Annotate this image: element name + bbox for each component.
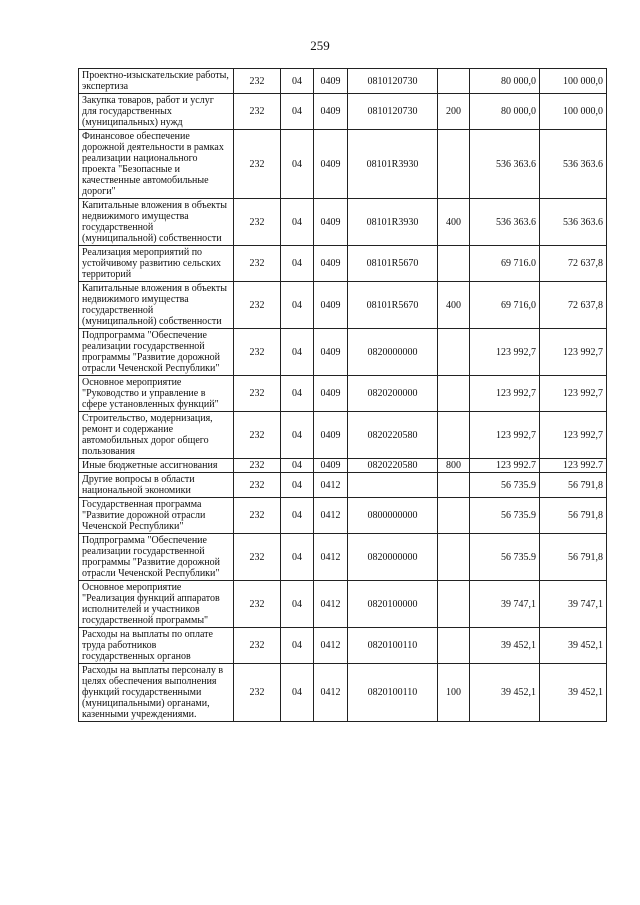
expense-type-cell [438,130,470,199]
amount-year1-cell: 56 735.9 [470,534,540,581]
expense-name-cell: Основное мероприятие "Руководство и управление в сфере установленных функций" [79,376,234,412]
section-code-cell: 04 [281,498,314,534]
subsection-code-cell: 0412 [314,628,348,664]
subsection-code-cell: 0409 [314,282,348,329]
department-code-cell: 232 [234,94,281,130]
target-article-cell: 0820100110 [348,664,438,722]
department-code-cell: 232 [234,498,281,534]
subsection-code-cell: 0409 [314,246,348,282]
table-row [79,94,607,130]
department-code-cell: 232 [234,199,281,246]
amount-year1-cell: 56 735.9 [470,498,540,534]
expense-name-cell: Основное мероприятие "Реализация функций аппаратов исполнителей и участников государственной программы" [79,581,234,628]
amount-year2-cell: 123 992.7 [540,459,607,473]
amount-year1-cell: 536 363.6 [470,130,540,199]
page-number: 259 [310,38,330,53]
section-code-cell: 04 [281,282,314,329]
amount-year1-cell: 123 992,7 [470,412,540,459]
department-code-cell: 232 [234,412,281,459]
subsection-code-cell: 0409 [314,459,348,473]
expense-type-cell [438,412,470,459]
table-row [79,130,607,199]
target-article-cell: 08101R3930 [348,130,438,199]
budget-table-body [79,69,607,722]
expense-name-cell: Подпрограмма "Обеспечение реализации государственной программы "Развитие дорожной отрасли Чеченской Республики" [79,329,234,376]
amount-year2-cell: 56 791,8 [540,498,607,534]
subsection-code-cell: 0412 [314,581,348,628]
amount-year1-cell: 80 000,0 [470,69,540,94]
expense-name-cell: Иные бюджетные ассигнования [79,459,234,473]
target-article-cell: 0820000000 [348,329,438,376]
subsection-code-cell: 0412 [314,498,348,534]
amount-year2-cell: 123 992,7 [540,412,607,459]
subsection-code-cell: 0409 [314,69,348,94]
expense-type-cell [438,581,470,628]
amount-year2-cell: 100 000,0 [540,94,607,130]
expense-type-cell [438,246,470,282]
department-code-cell: 232 [234,581,281,628]
department-code-cell: 232 [234,376,281,412]
department-code-cell: 232 [234,459,281,473]
expense-name-cell: Капитальные вложения в объекты недвижимого имущества государственной (муниципальной) собственности [79,282,234,329]
amount-year2-cell: 536 363.6 [540,130,607,199]
section-code-cell: 04 [281,664,314,722]
section-code-cell: 04 [281,376,314,412]
department-code-cell: 232 [234,282,281,329]
target-article-cell: 0800000000 [348,498,438,534]
subsection-code-cell: 0409 [314,412,348,459]
department-code-cell: 232 [234,329,281,376]
target-article-cell: 0820200000 [348,376,438,412]
amount-year1-cell: 39 452,1 [470,628,540,664]
table-row [79,459,607,473]
section-code-cell: 04 [281,473,314,498]
expense-type-cell [438,376,470,412]
expense-name-cell: Расходы на выплаты по оплате труда работников государственных органов [79,628,234,664]
department-code-cell: 232 [234,534,281,581]
department-code-cell: 232 [234,130,281,199]
target-article-cell: 0820100110 [348,628,438,664]
target-article-cell: 08101R5670 [348,282,438,329]
table-row [79,412,607,459]
department-code-cell: 232 [234,69,281,94]
table-row [79,581,607,628]
amount-year1-cell: 39 452,1 [470,664,540,722]
target-article-cell: 0810120730 [348,94,438,130]
expense-name-cell: Подпрограмма "Обеспечение реализации государственной программы "Развитие дорожной отрасли Чеченской Республики" [79,534,234,581]
amount-year2-cell: 72 637,8 [540,246,607,282]
table-row [79,246,607,282]
section-code-cell: 04 [281,329,314,376]
expense-type-cell: 200 [438,94,470,130]
target-article-cell [348,473,438,498]
expense-name-cell: Закупка товаров, работ и услуг для государственных (муниципальных) нужд [79,94,234,130]
department-code-cell: 232 [234,628,281,664]
expense-name-cell: Капитальные вложения в объекты недвижимого имущества государственной (муниципальной) собственности [79,199,234,246]
amount-year2-cell: 100 000,0 [540,69,607,94]
table-row [79,69,607,94]
expense-type-cell: 800 [438,459,470,473]
subsection-code-cell: 0412 [314,534,348,581]
target-article-cell: 0820100000 [348,581,438,628]
expense-type-cell: 400 [438,199,470,246]
section-code-cell: 04 [281,412,314,459]
expense-type-cell [438,329,470,376]
section-code-cell: 04 [281,628,314,664]
amount-year1-cell: 123 992,7 [470,329,540,376]
target-article-cell: 0820220580 [348,412,438,459]
amount-year2-cell: 72 637,8 [540,282,607,329]
amount-year2-cell: 536 363.6 [540,199,607,246]
target-article-cell: 0820000000 [348,534,438,581]
amount-year1-cell: 56 735.9 [470,473,540,498]
section-code-cell: 04 [281,246,314,282]
subsection-code-cell: 0412 [314,473,348,498]
expense-type-cell [438,473,470,498]
amount-year2-cell: 39 452,1 [540,628,607,664]
budget-table [78,68,607,722]
expense-name-cell: Строительство, модернизация, ремонт и содержание автомобильных дорог общего пользования [79,412,234,459]
amount-year2-cell: 123 992,7 [540,376,607,412]
table-row [79,498,607,534]
department-code-cell: 232 [234,246,281,282]
amount-year1-cell: 536 363.6 [470,199,540,246]
amount-year1-cell: 69 716,0 [470,282,540,329]
section-code-cell: 04 [281,94,314,130]
target-article-cell: 0820220580 [348,459,438,473]
expense-type-cell [438,69,470,94]
section-code-cell: 04 [281,69,314,94]
expense-name-cell: Реализация мероприятий по устойчивому развитию сельских территорий [79,246,234,282]
expense-type-cell [438,498,470,534]
target-article-cell: 0810120730 [348,69,438,94]
table-row [79,199,607,246]
table-row [79,329,607,376]
table-row [79,282,607,329]
section-code-cell: 04 [281,581,314,628]
subsection-code-cell: 0412 [314,664,348,722]
table-row [79,534,607,581]
subsection-code-cell: 0409 [314,199,348,246]
department-code-cell: 232 [234,664,281,722]
department-code-cell: 232 [234,473,281,498]
amount-year2-cell: 39 452,1 [540,664,607,722]
expense-type-cell [438,534,470,581]
expense-type-cell [438,628,470,664]
section-code-cell: 04 [281,199,314,246]
amount-year1-cell: 39 747,1 [470,581,540,628]
subsection-code-cell: 0409 [314,376,348,412]
table-row [79,473,607,498]
amount-year1-cell: 123 992.7 [470,459,540,473]
section-code-cell: 04 [281,130,314,199]
target-article-cell: 08101R3930 [348,199,438,246]
subsection-code-cell: 0409 [314,329,348,376]
amount-year1-cell: 123 992,7 [470,376,540,412]
amount-year2-cell: 39 747,1 [540,581,607,628]
amount-year1-cell: 80 000,0 [470,94,540,130]
subsection-code-cell: 0409 [314,130,348,199]
amount-year2-cell: 56 791,8 [540,473,607,498]
table-row [79,628,607,664]
subsection-code-cell: 0409 [314,94,348,130]
amount-year2-cell: 123 992,7 [540,329,607,376]
section-code-cell: 04 [281,534,314,581]
expense-name-cell: Проектно-изыскательские работы, экспертиза [79,69,234,94]
expense-name-cell: Государственная программа "Развитие дорожной отрасли Чеченской Республики" [79,498,234,534]
amount-year1-cell: 69 716.0 [470,246,540,282]
expense-name-cell: Другие вопросы в области национальной экономики [79,473,234,498]
expense-name-cell: Финансовое обеспечение дорожной деятельности в рамках реализации национального проекта "Безопасные и качественные автомобильные дороги" [79,130,234,199]
table-row [79,664,607,722]
table-row [79,376,607,412]
expense-name-cell: Расходы на выплаты персоналу в целях обеспечения выполнения функций государственными (муниципальными) органами, казенными учреждениями. [79,664,234,722]
amount-year2-cell: 56 791,8 [540,534,607,581]
expense-type-cell: 400 [438,282,470,329]
target-article-cell: 08101R5670 [348,246,438,282]
section-code-cell: 04 [281,459,314,473]
expense-type-cell: 100 [438,664,470,722]
